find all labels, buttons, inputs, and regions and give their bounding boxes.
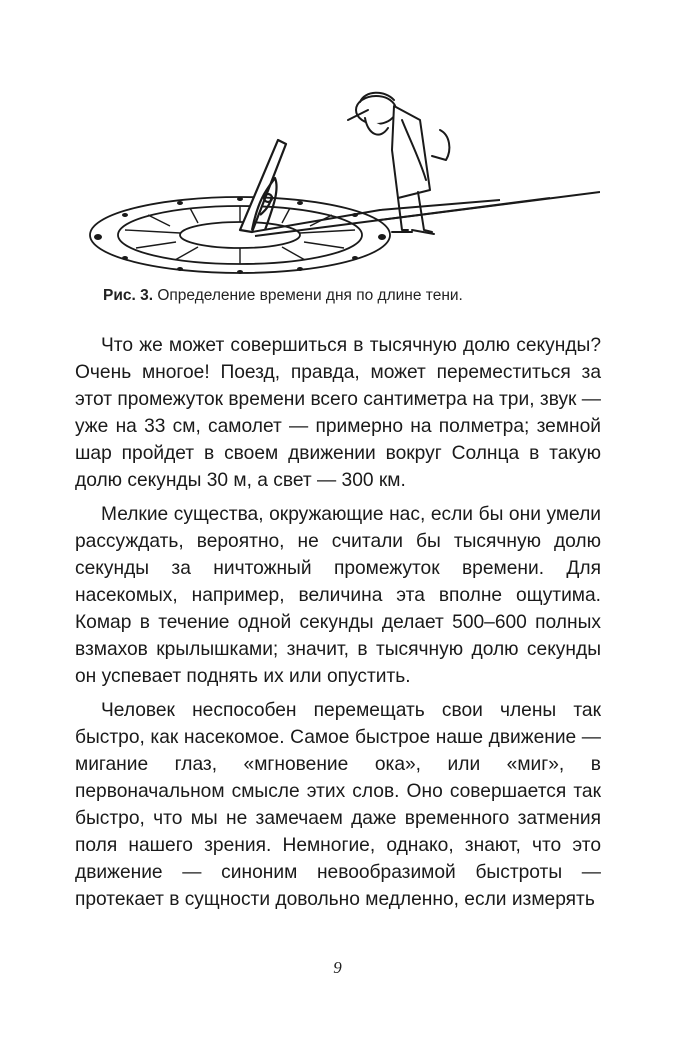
figure-caption (103, 286, 623, 306)
caption-label: Рис. 3. (103, 287, 154, 304)
caption-text: Определение времени дня по длине тени. (153, 287, 463, 304)
page-number: 9 (333, 958, 342, 977)
paragraph: Мелкие существа, окружающие нас, если бы они умели рассуждать, вероятно, не считали бы тысячную долю секунды за ничтожный промежуток времени. Для насекомых, например, величина эта вполне ощутима. Комар в течение одной секунды делает 500–600 полных взмахов крылышками; значит, в тысячную долю секунды он успевает поднять их или опустить. (75, 504, 601, 687)
body-text (75, 332, 601, 920)
paragraph: Что же может совершиться в тысячную долю секунды? Очень многое! Поезд, правда, может переместиться за этот промежуток времени всего сантиметра на три, звук — уже на 33 см, самолет — примерно на полметра; земной шар пройдет в своем движении вокруг Солнца в такую долю секунды 30 м, а свет — 300 км. (75, 335, 601, 491)
paragraph: Человек неспособен перемещать свои члены так быстро, как насекомое. Самое быстрое наше движение — мигание глаз, «мгновение ока», или «миг», в первоначальном смысле этих слов. Оно совершается так быстро, что мы не замечаем даже временного затмения поля нашего зрения. Немногие, однако, знают, что это движение — синоним невообразимой быстроты — протекает в сущности довольно медленно, если измерять (75, 700, 601, 910)
sundial-illustration (80, 80, 600, 280)
